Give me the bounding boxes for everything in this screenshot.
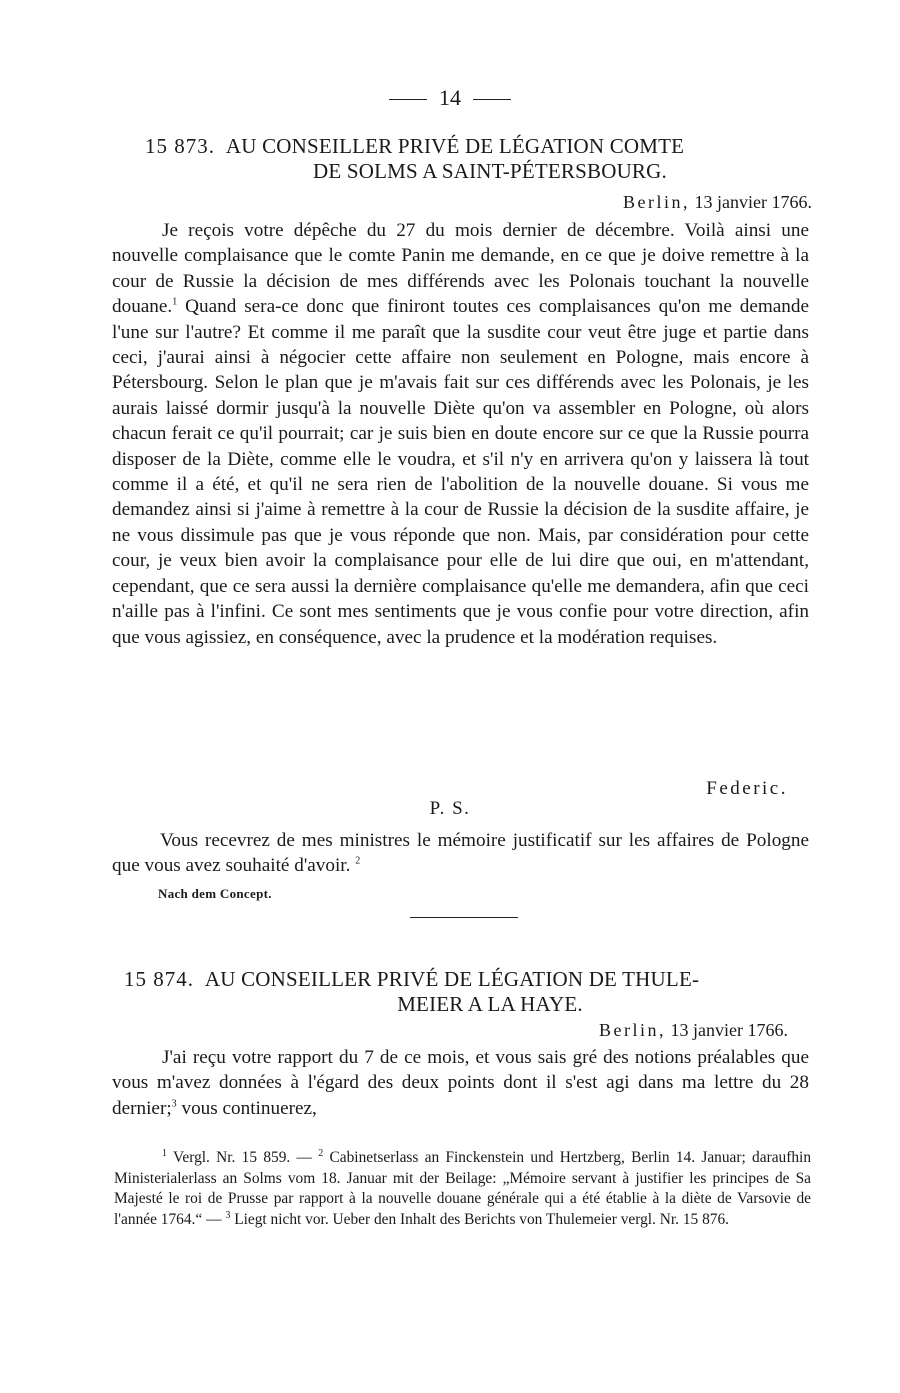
header-dash-right	[473, 99, 511, 100]
letter-recipient-line-2: MEIER A LA HAYE.	[397, 992, 583, 1016]
letter-heading-15874	[110, 967, 810, 1017]
postscript-label: P. S.	[429, 798, 471, 819]
letter-heading-15873	[110, 134, 810, 184]
heading-line-1	[110, 134, 810, 159]
dateline-15873	[623, 190, 812, 214]
dateline-place: Berlin,	[623, 192, 691, 212]
footnote-1-text: Vergl. Nr. 15 859. —	[173, 1149, 312, 1166]
letter-body-15874	[112, 1045, 809, 1121]
footnote-3-text: Liegt nicht vor. Ueber den Inhalt des Berichts von Thulemeier vergl. Nr. 15 876.	[234, 1210, 730, 1228]
dateline-date: 13 janvier 1766.	[670, 1020, 788, 1040]
postscript-body: Vous recevrez de mes ministres le mémoire justificatif sur les affaires de Pologne que vous avez souhaité d'avoir.	[112, 830, 809, 877]
postscript-text	[112, 828, 809, 879]
footnotes	[114, 1148, 811, 1230]
letter-body-text: J'ai reçu votre rapport du 7 de ce mois, et vous sais gré des notions préalables que vous m'avez données à l'égard des deux points dont il s'est agi dans ma lettre du 28 dernier;	[112, 1047, 809, 1119]
page-number: 14	[439, 85, 461, 110]
heading-line-1	[110, 967, 810, 992]
letter-body-text: Je reçois votre dépêche du 27 du mois dernier de décembre. Voilà ainsi une nouvelle complaisance que le comte Panin me demande, en ce que je doive remettre à la cour de Russie la décision de mes différends avec les Polonais touchant la nouvelle douane.	[112, 220, 809, 318]
letter-body-15873	[112, 218, 809, 650]
header-dash-left	[389, 99, 427, 100]
letter-body-text-cont: vous continuerez,	[176, 1097, 317, 1119]
letter-number: 15 873.	[145, 134, 215, 158]
letter-number: 15 874.	[124, 967, 194, 991]
footnote-ref-1: 1	[172, 296, 178, 308]
letter-recipient-line-1: AU CONSEILLER PRIVÉ DE LÉGATION COMTE	[225, 134, 685, 158]
dateline-place: Berlin,	[599, 1020, 667, 1040]
footnote-2-text: Cabinetserlass an Finckenstein und Hertzberg, Berlin 14. Januar; daraufhin Ministerialerlass an Solms vom 18. Januar mit der Beilage: „Mémoire servant à justifier les principes de Sa Majesté le roi de Prusse par rapport à la nouvelle douane générale qui a été établie à la diète de Varsovie de l'année 1764.“ —	[114, 1149, 812, 1228]
letter-separator	[410, 917, 518, 918]
letter-body-text-cont: Quand sera-ce donc que finiront toutes ces complaisances qu'on me demande l'une sur l'autre? Et comme il me paraît que la susdite cour veut être juge et partie dans ceci, j'aurai ainsi à négocier cette affaire non seulement en Pologne, mais encore à Pétersbourg. Selon le plan que je m'avais fait sur ces différends avec les Polonais, je les aurais laissé dormir jusqu'à la nouvelle Diète qu'on va assembler en Pologne, où alors chacun ferait ce qu'il pourrait; car je suis bien en doute encore sur ce que la Russie pourra disposer de la Diète, comme elle le voudra, et s'il n'y en arrivera qu'on y laissera là tout comme il a été, et qu'il ne sera rien de l'abolition de la nouvelle douane. Si vous me demandez ainsi si j'aime à remettre à la cour de Russie la décision de la susdite affaire, je ne vous dissimule pas que je vous réponde que non. Mais, par considération pour cette cour, je veux bien avoir la complaisance pour elle de lui dire que oui, en m'attendant, cependant, que ce sera aussi la dernière complaisance qu'elle me demandera, afin que ceci n'aille pas à l'infini. Ce sont mes sentiments que je vous confie pour votre direction, afin que vous agissiez, en conséquence, avec la prudence et la modération requises.	[112, 296, 809, 648]
signature: Federic.	[706, 778, 788, 799]
letter-recipient-line-1: AU CONSEILLER PRIVÉ DE LÉGATION DE THULE-	[204, 967, 700, 991]
footnote-ref-3: 3	[171, 1098, 177, 1110]
page-header	[0, 84, 900, 112]
footnote-mark-2: 2	[318, 1147, 324, 1159]
letter-recipient-line-2: DE SOLMS A SAINT-PÉTERSBOURG.	[313, 159, 667, 183]
footnote-ref-2: 2	[355, 856, 361, 868]
dateline-date: 13 janvier 1766.	[694, 192, 812, 212]
source-note: Nach dem Concept.	[158, 886, 272, 901]
dateline-15874	[599, 1018, 788, 1042]
footnote-mark-1: 1	[162, 1147, 167, 1159]
footnote-mark-3: 3	[225, 1209, 231, 1221]
